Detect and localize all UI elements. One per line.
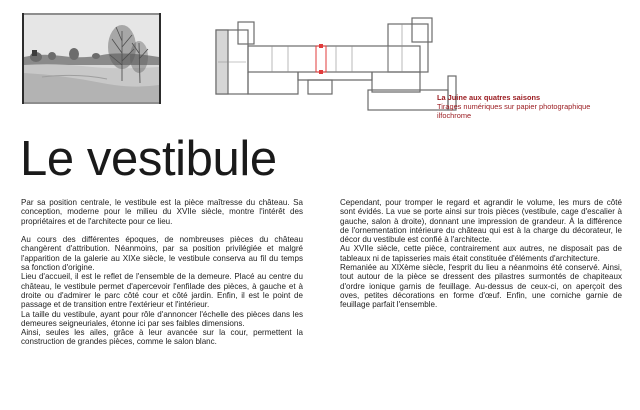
page-title: Le vestibule [20, 132, 277, 186]
paragraph: La taille du vestibule, ayant pour rôle d'annoncer l'échelle des pièces dans les demeures seigneuriales, étonne ici par ses faibles dimensions. [21, 309, 303, 328]
paragraph: Au XVIIe siècle, cette pièce, contrairement aux autres, ne disposait pas de tableaux ni de tapisseries mais était constituée d'éléments d'architecture. [340, 244, 622, 263]
winter-landscape-photo [22, 13, 161, 104]
right-text-column [340, 198, 622, 310]
paragraph: Ainsi, seules les ailes, grâce à leur avancée sur la cour, permettent la construction de grandes pièces, comme le salon blanc. [21, 328, 303, 347]
paragraph: Au cours des différentes époques, de nombreuses pièces du château changèrent d'attribution. Néanmoins, par sa position privilégiée et malgré l'apparition de la galerie au XIXe siècle, le vestibule conserva au fil du temps sa fonction d'origine. [21, 235, 303, 273]
paragraph: Par sa position centrale, le vestibule est la pièce maîtresse du château. Sa conception, moderne pour le milieu du XVIIe siècle, montre l'intérêt des propriétaires et de l'architecte pour ce lieu. [21, 198, 303, 226]
paragraph: Lieu d'accueil, il est le reflet de l'ensemble de la demeure. Placé au centre du château, le vestibule permet d'apercevoir l'enfilade des pièces, à gauche et à droite ou d'admirer le parc côté cour et côté jardin. Enfin, il est le point de passage et de transition entre l'extérieur et l'intérieur. [21, 272, 303, 310]
paragraph: Cependant, pour tromper le regard et agrandir le volume, les murs de côté sont évidés. La vue se porte ainsi sur trois pièces (vestibule, cage d'escalier à gauche, salon à droite), donnant une impression de grandeur. À la différence de l'ornementation intérieure du château qui est à la charge du décorateur, le décor du vestibule est confié à l'architecte. [340, 198, 622, 245]
caption-line: Tirages numériques sur papier photographique [437, 102, 591, 111]
caption-title: La Juine aux quatres saisons [437, 93, 541, 102]
floor-plan-drawing [212, 16, 458, 112]
exhibit-caption [437, 93, 627, 120]
left-text-column [21, 198, 303, 347]
caption-line: ilfochrome [437, 111, 472, 120]
paragraph: Remaniée au XIXème siècle, l'esprit du lieu a néanmoins été conservé. Ainsi, tout autour de la pièce se dressent des pilastres surmontés de chapiteaux d'ordre ionique garnis de feuillage. Au-dessus de ceux-ci, on aperçoit des oves, petites décorations en forme d'œuf. Enfin, une corniche garnie de feuillage parfait l'ensemble. [340, 263, 622, 310]
